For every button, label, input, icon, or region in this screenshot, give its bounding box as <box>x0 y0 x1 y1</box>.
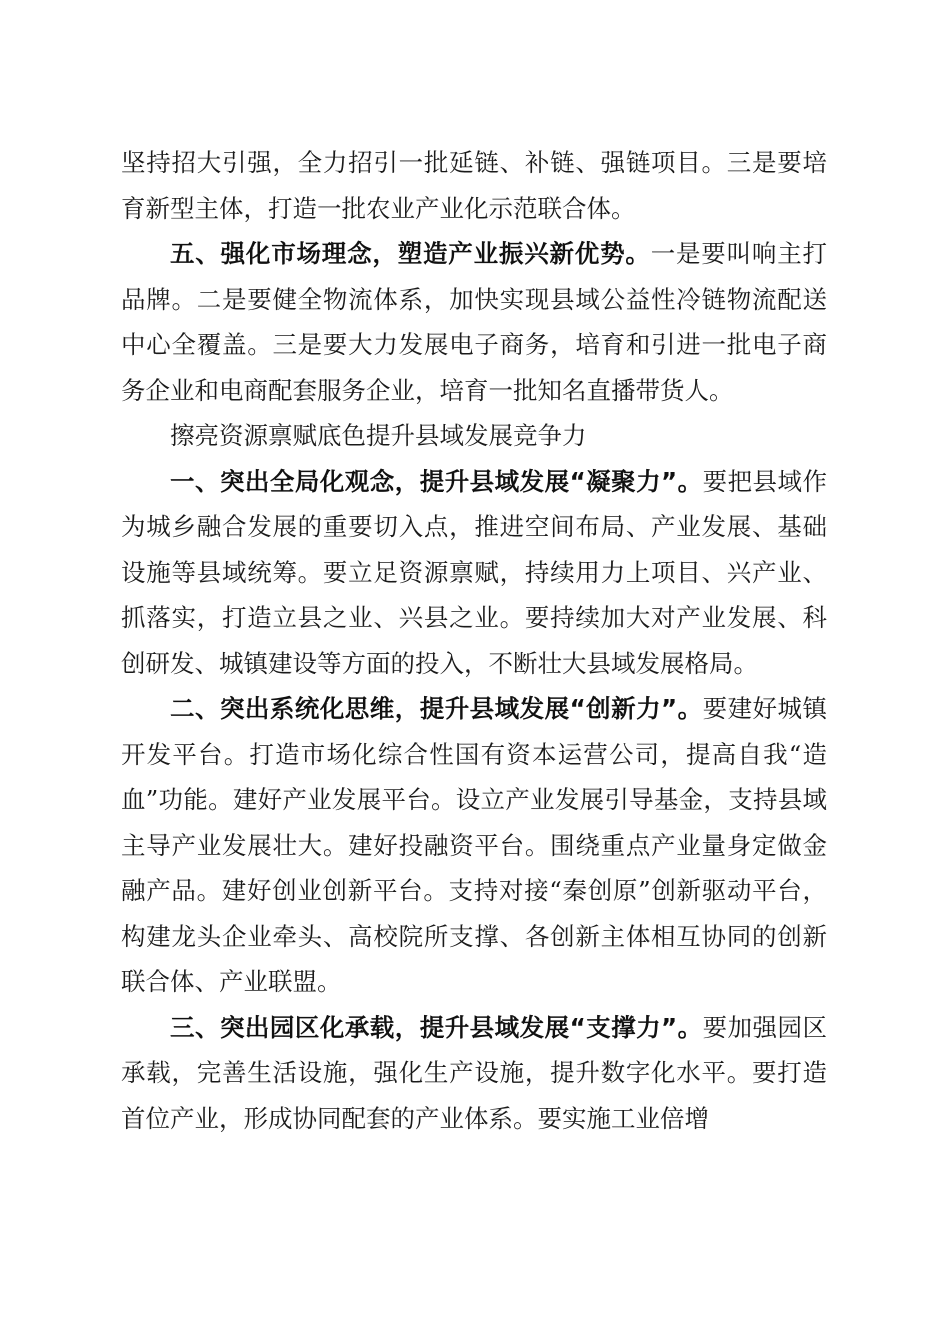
document-body <box>121 140 827 1141</box>
paragraph-section-two <box>121 686 827 1005</box>
section-heading: 一、突出全局化观念，提升县域发展“凝聚力”。 <box>170 466 703 496</box>
section-heading: 二、突出系统化思维，提升县域发展“创新力”。 <box>170 694 703 723</box>
paragraph-text: 一是要叫响主打品牌。二是要健全物流体系，加快实现县域公益性冷链物流配送中心全覆盖。三是要大力发展电子商务，培育和引进一批电子商务企业和电商配套服务企业，培育一批知名直播带货人。 <box>121 239 828 405</box>
paragraph-text: 要建好城镇开发平台。打造市场化综合性国有资本运营公司，提高自我“造血”功能。建好产业发展平台。设立产业发展引导基金，支持县域主导产业发展壮大。建好投融资平台。围绕重点产业量身定做金融产品。建好创业创新平台。支持对接“秦创原”创新驱动平台，构建龙头企业牵头、高校院所支撑、各创新主体相互协同的创新联合体、产业联盟。 <box>121 694 828 996</box>
section-heading: 三、突出园区化承载，提升县域发展“支撑力”。 <box>170 1012 703 1042</box>
subtitle-text: 擦亮资源禀赋底色提升县域发展竞争力 <box>170 421 587 450</box>
paragraph-text: 要加强园区承载，完善生活设施，强化生产设施，提升数字化水平。要打造首位产业，形成协同配套的产业体系。要实施工业倍增 <box>121 1012 828 1133</box>
paragraph-section-three <box>121 1005 827 1142</box>
paragraph-continuation <box>121 140 827 231</box>
paragraph-section-one <box>121 459 827 687</box>
paragraph-text: 要把县域作为城乡融合发展的重要切入点，推进空间布局、产业发展、基础设施等县域统筹。要立足资源禀赋，持续用力上项目、兴产业、抓落实，打造立县之业、兴县之业。要持续加大对产业发展、科创研发、城镇建设等方面的投入，不断壮大县域发展格局。 <box>121 466 828 678</box>
paragraph-section-five <box>121 231 827 413</box>
article-subtitle <box>121 413 827 459</box>
section-heading: 五、强化市场理念，塑造产业振兴新优势。 <box>170 239 651 268</box>
paragraph-text: 坚持招大引强，全力招引一批延链、补链、强链项目。三是要培育新型主体，打造一批农业产业化示范联合体。 <box>121 148 827 223</box>
